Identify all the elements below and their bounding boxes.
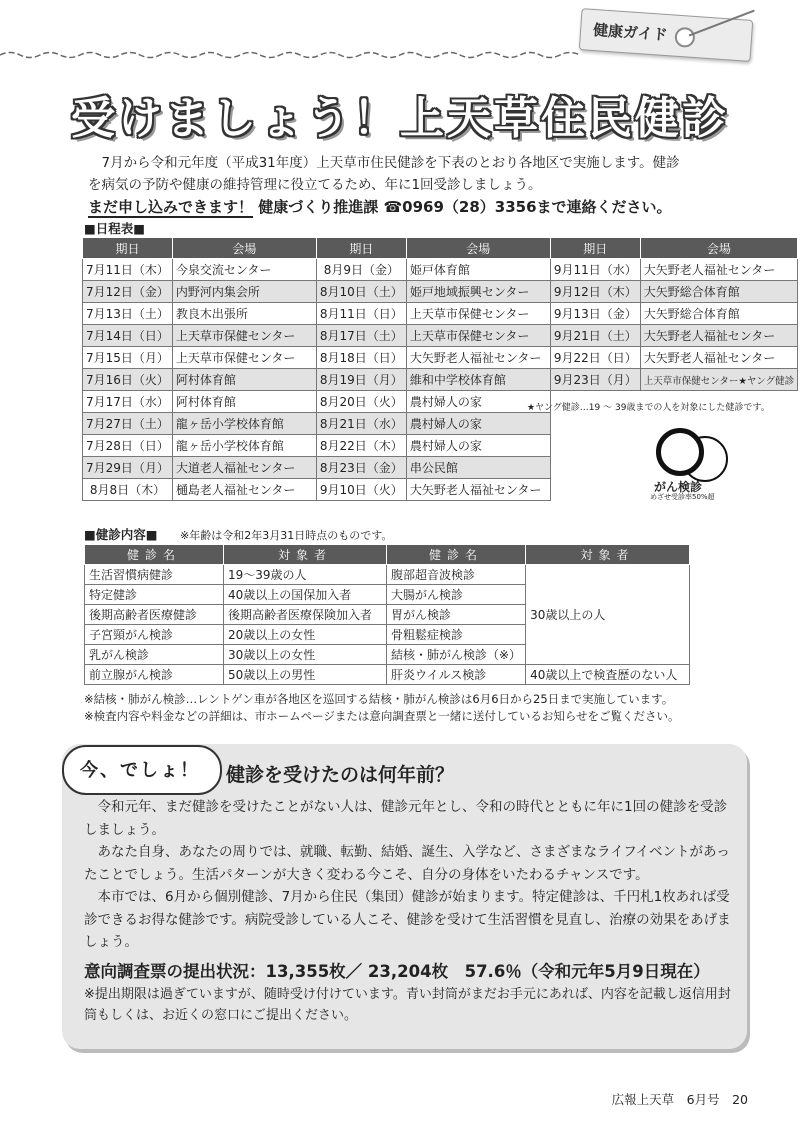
schedule-header-cell: 会場 [172, 238, 316, 259]
exam-note-2: ※検査内容や料金などの詳細は、市ホームページまたは意向調査票と一緒に送付しているお知らせをご覧ください。 [84, 709, 680, 723]
schedule-venue-cell: 教良木出張所 [172, 303, 316, 325]
exam-name-cell: 骨粗鬆症検診 [387, 625, 526, 645]
box-paragraph-2: あなた自身、あなたの周りでは、就職、転勤、結婚、誕生、入学など、さまざまなライフイベントがあったことでしょう。生活パターンが大きく変わる今こそ、自分の身体をいたわるチャンスです。 [84, 844, 730, 883]
schedule-venue-cell: 大矢野老人福祉センター [406, 479, 550, 501]
schedule-date-cell: 7月28日（日） [83, 435, 173, 457]
exam-section-title: ■健診内容■ [84, 527, 158, 542]
schedule-venue-cell: 大矢野老人福祉センター [406, 347, 550, 369]
schedule-date-cell: 8月23日（金） [316, 457, 406, 479]
schedule-venue-cell: 農村婦人の家 [406, 435, 550, 457]
schedule-date-cell: 7月16日（火） [83, 369, 173, 391]
exam-header-cell: 対象者 [526, 545, 690, 565]
schedule-date-cell: 8月9日（金） [316, 259, 406, 281]
intro-line-1: 7月から令和元年度（平成31年度）上天草市住民健診を下表のとおり各地区で実施します。健診 [101, 155, 680, 171]
schedule-header-cell: 期日 [550, 238, 640, 259]
schedule-venue-cell: 農村婦人の家 [406, 413, 550, 435]
exam-name-cell: 胃がん検診 [387, 605, 526, 625]
schedule-venue-cell: 今泉交流センター [172, 259, 316, 281]
exam-header-cell: 健診名 [387, 545, 526, 565]
speech-bubble [62, 745, 222, 795]
table-row [83, 259, 798, 281]
box-title: 健診を受けたのは何年前？ [226, 764, 455, 786]
schedule-date-cell: 8月8日（木） [83, 479, 173, 501]
exam-name-cell: 後期高齢者医療健診 [85, 605, 224, 625]
schedule-date-cell: 7月11日（木） [83, 259, 173, 281]
exam-table [84, 544, 690, 685]
exam-name-cell: 肝炎ウイルス検診 [387, 665, 526, 685]
schedule-venue-cell: 大道老人福祉センター [172, 457, 316, 479]
schedule-date-cell: 8月17日（土） [316, 325, 406, 347]
schedule-venue-cell: 上天草市保健センター [172, 325, 316, 347]
magnifier-icon [656, 428, 704, 476]
page-title: 受けましょう！上天草住民健診 [71, 93, 729, 144]
schedule-venue-cell: 龍ヶ岳小学校体育館 [172, 435, 316, 457]
schedule-venue-cell: 上天草市保健センター★ヤング健診 [640, 369, 797, 391]
intro-text [88, 152, 738, 196]
logo-sub: めざせ受診率50%超 [650, 493, 715, 501]
schedule-date-cell: 9月10日（火） [316, 479, 406, 501]
schedule-date-cell: 7月17日（水） [83, 391, 173, 413]
schedule-date-cell: 9月22日（日） [550, 347, 640, 369]
table-row [85, 665, 690, 685]
schedule-date-cell: 9月13日（金） [550, 303, 640, 325]
exam-target-cell: 40歳以上の国保加入者 [224, 585, 387, 605]
exam-name-cell: 結核・肺がん検診（※） [387, 645, 526, 665]
schedule-venue-cell: 上天草市保健センター [406, 325, 550, 347]
cancer-screening-logo [648, 428, 738, 504]
schedule-date-cell: 9月12日（木） [550, 281, 640, 303]
logo-label: がん検診 [654, 480, 703, 494]
exam-target-cell: 30歳以上の女性 [224, 645, 387, 665]
schedule-header-row [83, 238, 798, 259]
survey-note: ※提出期限は過ぎていますが、随時受け付けています。青い封筒がまだお手元にあれば、内容を記載し返信用封筒もしくは、お近くの窓口にご提出ください。 [84, 987, 731, 1023]
exam-notes [84, 691, 680, 725]
schedule-venue-cell: 上天草市保健センター [172, 347, 316, 369]
exam-target-cell: 20歳以上の女性 [224, 625, 387, 645]
box-paragraph-1: 令和元年、まだ健診を受けたことがない人は、健診元年とし、令和の時代とともに年に1回の健診を受診しましょう。 [84, 799, 728, 838]
schedule-venue-cell: 樋島老人福祉センター [172, 479, 316, 501]
tag-hole-icon [674, 27, 695, 48]
schedule-date-cell: 7月29日（月） [83, 457, 173, 479]
schedule-date-cell: 8月11日（日） [316, 303, 406, 325]
schedule-venue-cell: 姫戸体育館 [406, 259, 550, 281]
exam-name-cell: 生活習慣病健診 [85, 565, 224, 585]
box-paragraph-3: 本市では、6月から個別健診、7月から住民（集団）健診が始まります。特定健診は、千円札1枚あれば受診できるお得な健診です。病院受診している人こそ、健診を受けて生活習慣を見直し、治療の効果をあげましょう。 [84, 889, 731, 950]
exam-name-cell: 特定健診 [85, 585, 224, 605]
table-row [85, 565, 690, 585]
table-row [83, 347, 798, 369]
exam-target-merged-cell: 30歳以上の人 [526, 565, 690, 665]
contact-text: 健康づくり推進課 ☎0969（28）3356まで連絡ください。 [258, 198, 672, 216]
schedule-date-cell: 9月11日（水） [550, 259, 640, 281]
exam-name-cell: 大腸がん検診 [387, 585, 526, 605]
schedule-date-cell: 7月15日（月） [83, 347, 173, 369]
schedule-venue-cell: 大矢野老人福祉センター [640, 325, 797, 347]
schedule-venue-cell: 大矢野総合体育館 [640, 303, 797, 325]
schedule-date-cell: 7月12日（金） [83, 281, 173, 303]
table-row [83, 369, 798, 391]
table-row [83, 325, 798, 347]
exam-target-cell: 後期高齢者医療保険加入者 [224, 605, 387, 625]
table-row [83, 303, 798, 325]
schedule-date-cell: 8月18日（日） [316, 347, 406, 369]
schedule-date-cell: 7月13日（土） [83, 303, 173, 325]
schedule-venue-cell: 維和中学校体育館 [406, 369, 550, 391]
schedule-header-cell: 会場 [640, 238, 797, 259]
schedule-venue-cell: 龍ヶ岳小学校体育館 [172, 413, 316, 435]
schedule-header-cell: 期日 [83, 238, 173, 259]
schedule-header-cell: 会場 [406, 238, 550, 259]
exam-header-cell: 健診名 [85, 545, 224, 565]
schedule-date-cell: 8月10日（土） [316, 281, 406, 303]
table-row [83, 281, 798, 303]
schedule-venue-cell: 姫戸地域振興センター [406, 281, 550, 303]
schedule-date-cell: 7月27日（土） [83, 413, 173, 435]
schedule-section-label: ■日程表■ [84, 221, 146, 236]
schedule-date-cell: 7月14日（日） [83, 325, 173, 347]
contact-line [88, 196, 748, 217]
schedule-venue-cell: 串公民館 [406, 457, 550, 479]
exam-target-cell: 50歳以上の男性 [224, 665, 387, 685]
tag-string-icon [689, 10, 755, 37]
age-note: ※年齢は令和2年3月31日時点のものです。 [179, 529, 393, 542]
schedule-venue-cell: 内野河内集会所 [172, 281, 316, 303]
box-body [84, 796, 734, 954]
schedule-date-cell: 8月22日（木） [316, 435, 406, 457]
exam-name-cell: 子宮頸がん検診 [85, 625, 224, 645]
schedule-venue-cell: 大矢野老人福祉センター [640, 259, 797, 281]
exam-name-cell: 前立腺がん検診 [85, 665, 224, 685]
schedule-venue-cell: 上天草市保健センター [406, 303, 550, 325]
exam-section-label [84, 525, 392, 543]
schedule-date-cell: 8月19日（月） [316, 369, 406, 391]
exam-target-cell: 40歳以上で検査歴のない人 [526, 665, 690, 685]
exam-header-row [85, 545, 690, 565]
schedule-venue-cell: 農村婦人の家 [406, 391, 550, 413]
young-checkup-note: ★ヤング健診…19 ～ 39歳までの人を対象にした健診です。 [527, 403, 770, 413]
schedule-venue-cell: 阿村体育館 [172, 391, 316, 413]
bubble-text: 今、でしょ！ [80, 760, 200, 781]
schedule-date-cell: 9月23日（月） [550, 369, 640, 391]
intro-line-2: を病気の予防や健康の維持管理に役立てるため、年に1回受診しましょう。 [88, 177, 542, 193]
schedule-date-cell: 8月21日（水） [316, 413, 406, 435]
schedule-venue-cell: 阿村体育館 [172, 369, 316, 391]
page-footer: 広報上天草 6月号 20 [611, 1092, 748, 1107]
schedule-date-cell: 9月21日（土） [550, 325, 640, 347]
exam-header-cell: 対象者 [224, 545, 387, 565]
schedule-venue-cell: 大矢野総合体育館 [640, 281, 797, 303]
exam-target-cell: 19～39歳の人 [224, 565, 387, 585]
exam-name-cell: 乳がん検診 [85, 645, 224, 665]
schedule-date-cell: 8月20日（火） [316, 391, 406, 413]
apply-emphasis: まだ申し込みできます！ [88, 198, 254, 216]
survey-status: 意向調査票の提出状況：13,355枚／ 23,204枚 57.6％（令和元年5月9日現在） [84, 962, 710, 981]
exam-note-1: ※結核・肺がん検診…レントゲン車が各地区を巡回する結核・肺がん検診は6月6日から25日まで実施しています。 [84, 692, 674, 706]
tag-label: 健康ガイド [592, 20, 669, 45]
schedule-header-cell: 期日 [316, 238, 406, 259]
schedule-venue-cell: 大矢野老人福祉センター [640, 347, 797, 369]
exam-name-cell: 腹部超音波検診 [387, 565, 526, 585]
